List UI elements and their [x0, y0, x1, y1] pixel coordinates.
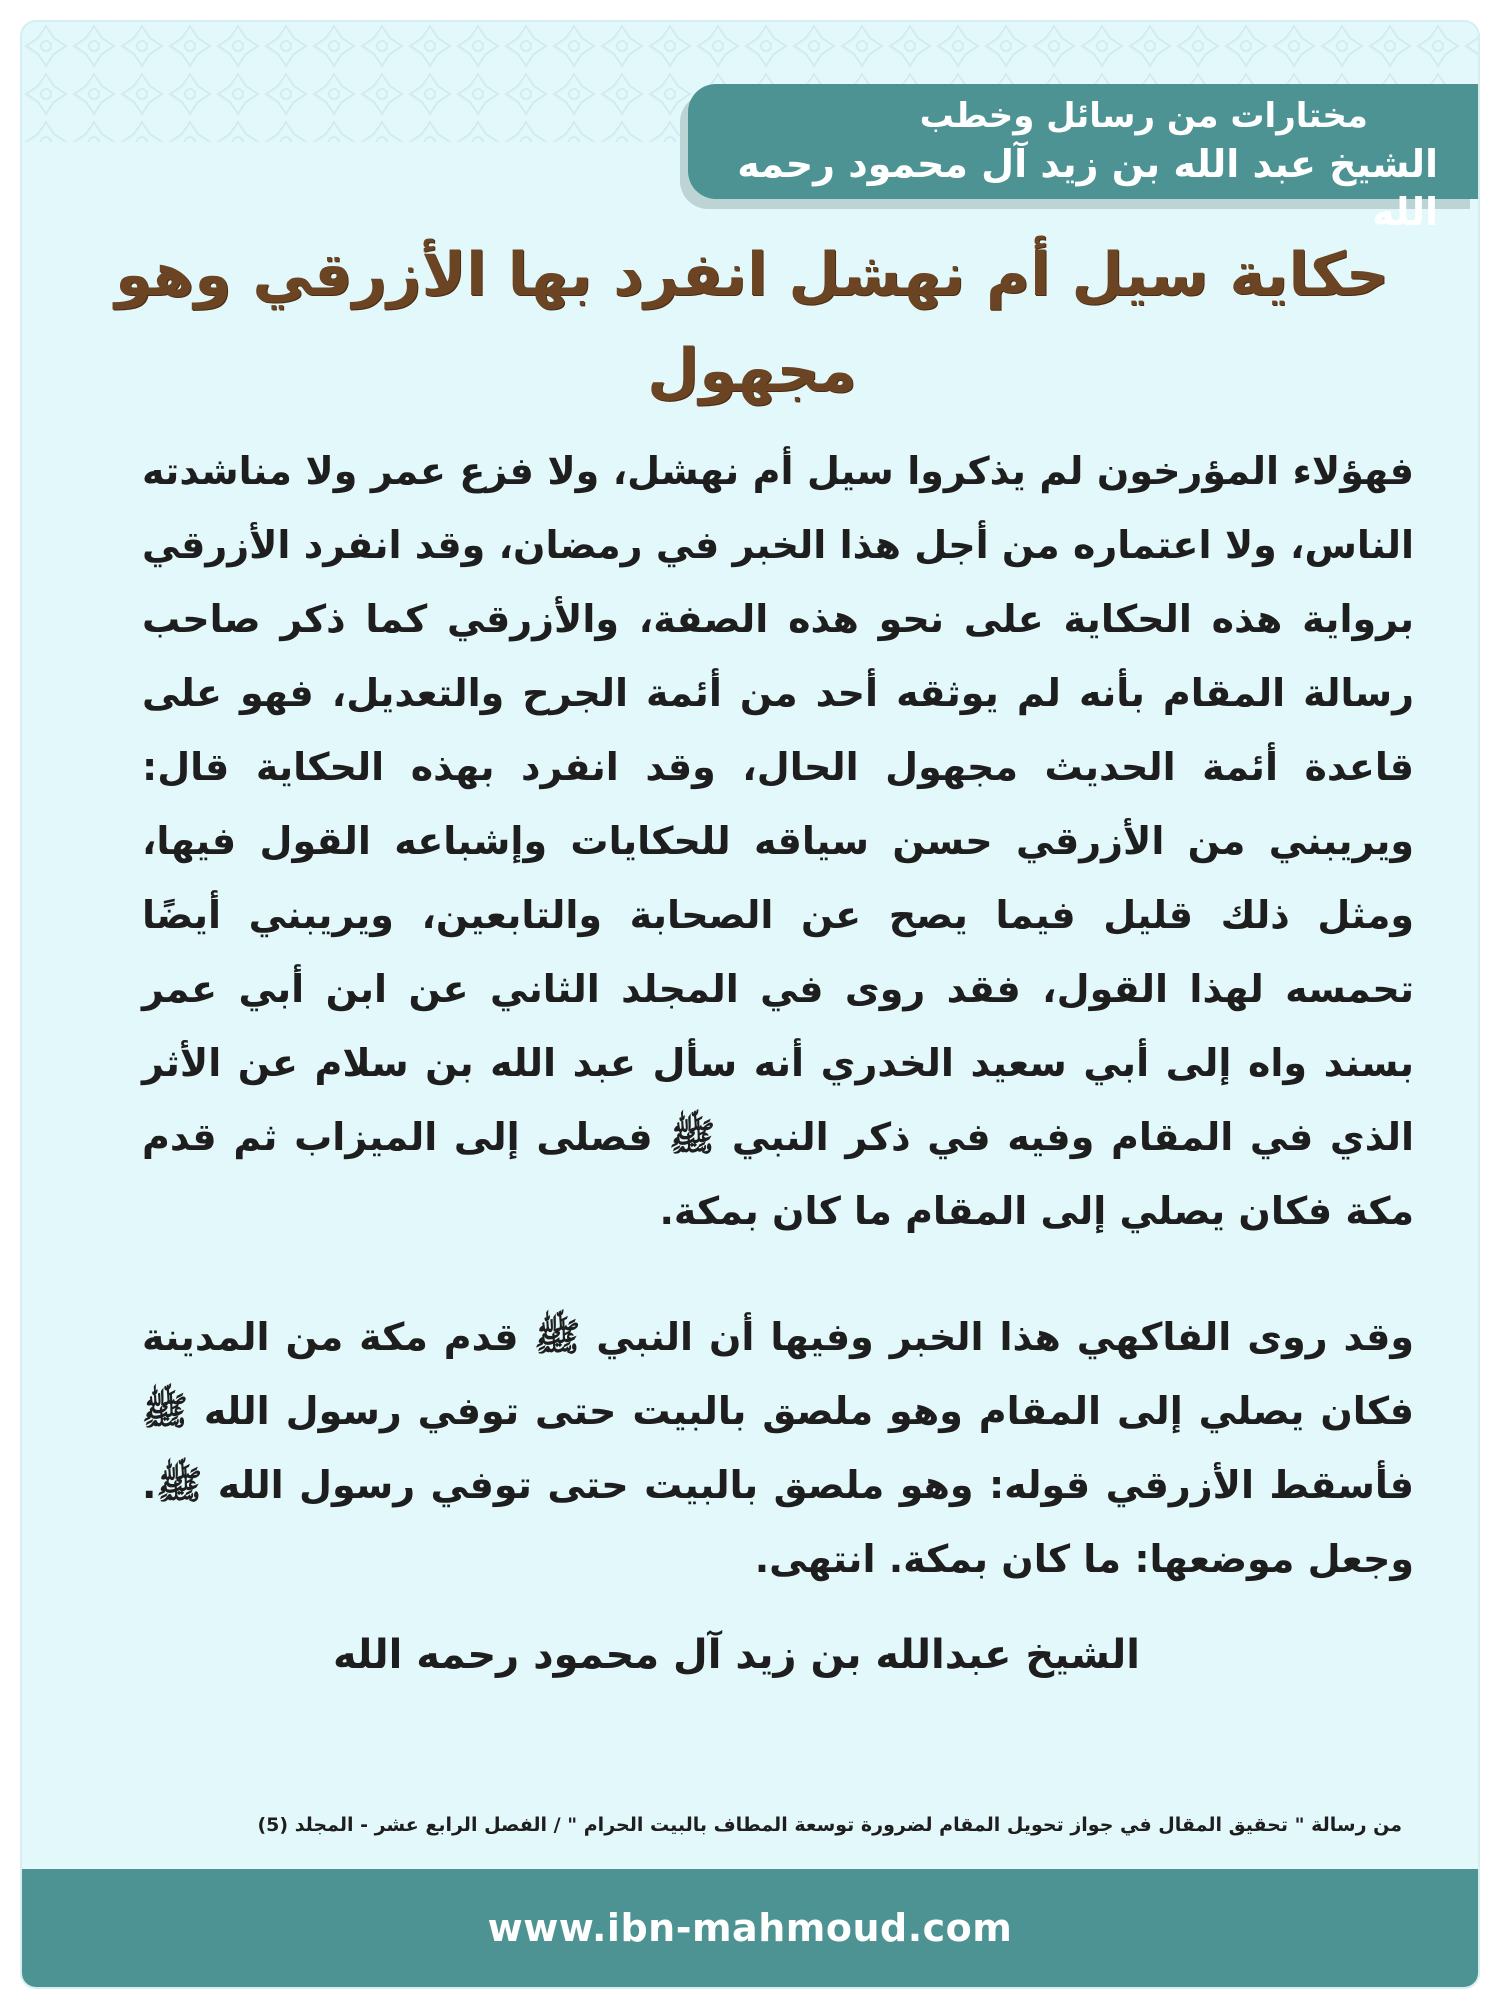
source-note: من رسالة " تحقيق المقال في جواز تحويل المقام لضرورة توسعة المطاف بالبيت الحرام " / الفصل الرابع عشر - المجلد (5)	[257, 1814, 1402, 1836]
body-paragraph-2: وقد روى الفاكهي هذا الخبر وفيها أن النبي ﷺ قدم مكة من المدينة فكان يصلي إلى المقام وهو ملصق بالبيت حتى توفي رسول الله ﷺ فأسقط الأزرقي قوله: وهو ملصق بالبيت حتى توفي رسول الله ﷺ. وجعل موضعها: ما كان بمكة. انتهى.	[142, 1315, 1414, 1581]
header-author: الشيخ عبد الله بن زيد آل محمود رحمه الله	[737, 142, 1438, 234]
body-paragraph-1: فهؤلاء المؤرخون لم يذكروا سيل أم نهشل، ولا فزع عمر ولا مناشدته الناس، ولا اعتماره من أجل هذا الخبر في رمضان، وقد انفرد الأزرقي برواية هذه الحكاية على نحو هذه الصفة، والأزرقي كما ذكر صاحب رسالة المقام بأنه لم يوثقه أحد من أئمة الجرح والتعديل، فهو على قاعدة أئمة الحديث مجهول الحال، وقد انفرد بهذه الحكاية قال: ويريبني من الأزرقي حسن سياقه للحكايات وإشباعه القول فيها، ومثل ذلك قليل فيما يصح عن الصحابة والتابعين، ويريبني أيضًا تحمسه لهذا القول، فقد روى في المجلد الثاني عن ابن أبي عمر بسند واه إلى أبي سعيد الخدري أنه سأل عبد الله بن سلام عن الأثر الذي في المقام وفيه في ذكر النبي ﷺ فصلى إلى الميزاب ثم قدم مكة فكان يصلي إلى المقام ما كان بمكة.	[142, 449, 1414, 1233]
header-banner	[688, 84, 1478, 234]
footer-website-link[interactable]: www.ibn-mahmoud.com	[487, 1906, 1013, 1950]
footer-bar	[22, 1869, 1478, 1987]
author-signature: الشيخ عبدالله بن زيد آل محمود رحمه الله	[333, 1632, 1140, 1678]
article-title: حكاية سيل أم نهشل انفرد بها الأزرقي وهو مجهول	[114, 240, 1390, 406]
page-frame	[22, 22, 1478, 1987]
header-series-title: مختارات من رسائل وخطب	[919, 96, 1368, 136]
